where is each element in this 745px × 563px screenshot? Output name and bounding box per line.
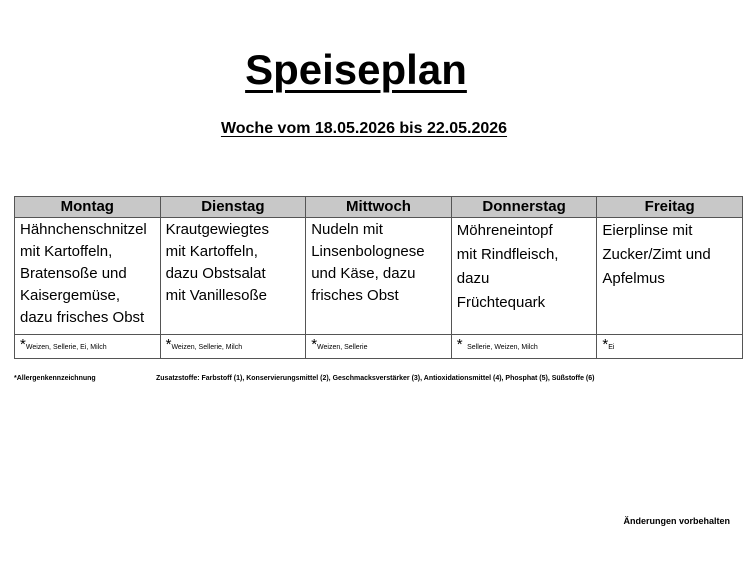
meal-cell-donnerstag (451, 218, 597, 335)
meal-cell-dienstag (160, 218, 306, 335)
allergen-list: Weizen, Sellerie, Milch (171, 344, 243, 351)
allergen-list: Sellerie, Weizen, Milch (467, 344, 538, 351)
meal-line: Kaisergemüse, (20, 287, 121, 304)
allergen-list: Weizen, Sellerie, Ei, Milch (25, 344, 107, 351)
page-title-text: Speiseplan (245, 46, 467, 93)
allergen-cell-mittwoch (306, 335, 452, 359)
day-header-donnerstag: Donnerstag (451, 197, 597, 218)
meal-line: Nudeln mit (311, 221, 383, 238)
changes-note: Änderungen vorbehalten (623, 516, 730, 526)
meal-line: dazu Obstsalat (165, 265, 266, 282)
meal-line: Krautgewiegtes (165, 221, 269, 238)
menu-table (14, 196, 743, 359)
day-header-freitag: Freitag (597, 197, 743, 218)
meal-line: dazu frisches Obst (20, 309, 145, 326)
day-header-dienstag: Dienstag (160, 197, 306, 218)
page-title (0, 44, 712, 96)
meal-line: und Käse, dazu (311, 265, 416, 282)
additives-footnote: Zusatzstoffe: Farbstoff (1), Konservierungsmittel (2), Geschmacksverstärker (3), Antioxidationsmittel (4), Phosphat (5), Süßstoffe (6) (156, 375, 595, 382)
allergen-marker: * (311, 336, 318, 353)
allergen-marker: * (602, 336, 609, 353)
meal-line: Bratensoße und (20, 265, 127, 282)
meal-cell-mittwoch (306, 218, 452, 335)
allergen-row (15, 335, 743, 359)
allergen-marker: * (165, 336, 172, 353)
meal-line: dazu (456, 270, 490, 287)
meal-cell-freitag (597, 218, 743, 335)
meal-line: Möhreneintopf (456, 222, 553, 239)
meal-line: mit Vanillesoße (165, 287, 268, 304)
meal-line: mit Kartoffeln, (165, 243, 258, 260)
allergen-cell-freitag (597, 335, 743, 359)
week-range-text: Woche vom 18.05.2026 bis 22.05.2026 (220, 120, 508, 137)
allergen-cell-donnerstag (451, 335, 597, 359)
meal-line: Apfelmus (602, 270, 665, 287)
allergen-marker: * (456, 336, 463, 353)
meal-line: frisches Obst (311, 287, 399, 304)
meal-line: Zucker/Zimt und (602, 246, 711, 263)
week-range (0, 119, 728, 139)
day-header-montag: Montag (15, 197, 161, 218)
allergen-list: Weizen, Sellerie (317, 344, 368, 351)
day-header-mittwoch: Mittwoch (306, 197, 452, 218)
meal-cell-montag (15, 218, 161, 335)
meal-row (15, 218, 743, 335)
meal-line: Hähnchenschnitzel (20, 221, 147, 238)
allergen-footnote: *Allergenkennzeichnung (14, 375, 96, 382)
day-header-row (15, 197, 743, 218)
allergen-cell-dienstag (160, 335, 306, 359)
allergen-cell-montag (15, 335, 161, 359)
allergen-list: Ei (608, 344, 615, 351)
allergen-marker: * (20, 336, 26, 353)
meal-line: Früchtequark (456, 294, 546, 311)
meal-line: mit Rindfleisch, (456, 246, 559, 263)
meal-line: Linsenbolognese (311, 243, 425, 260)
meal-line: mit Kartoffeln, (20, 243, 113, 260)
meal-line: Eierplinse mit (602, 222, 693, 239)
